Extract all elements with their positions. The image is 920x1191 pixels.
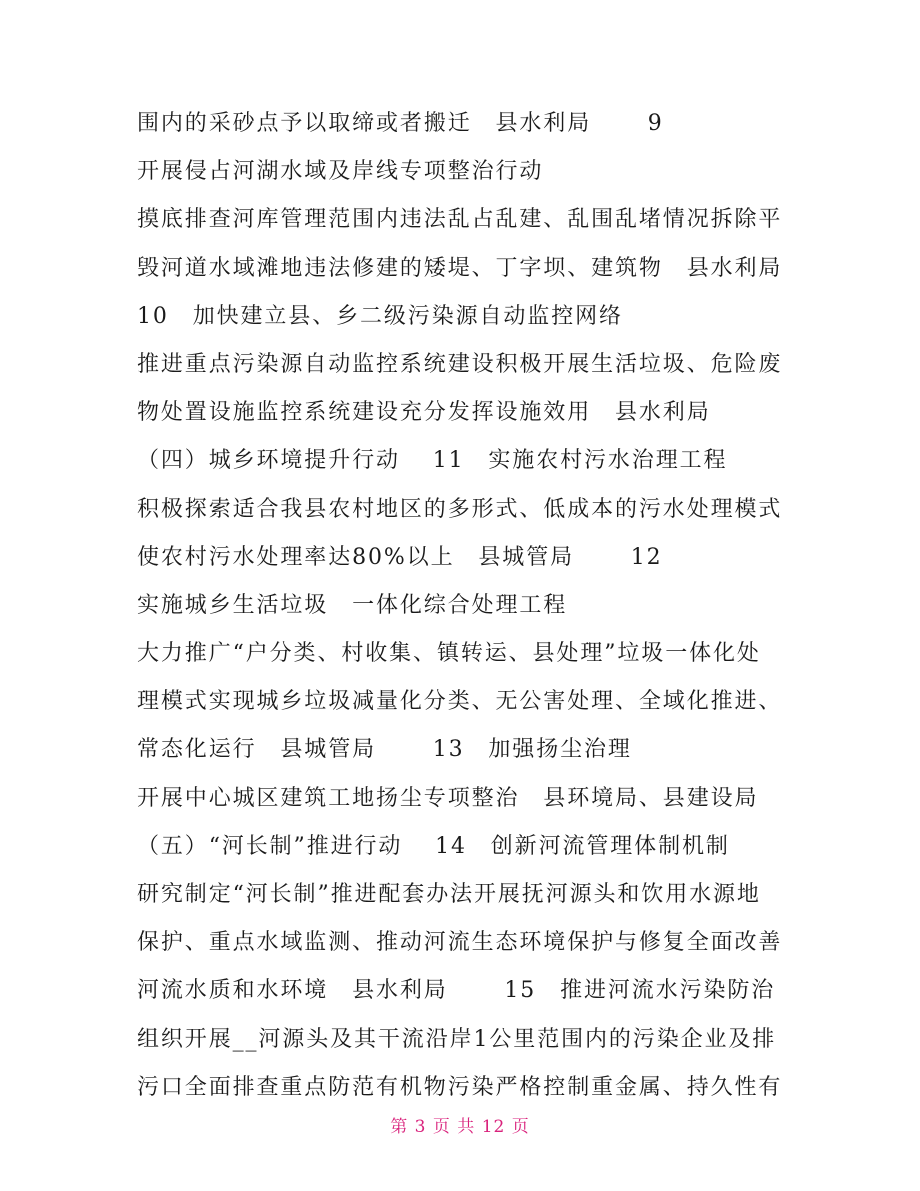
text-line-8: （四）城乡环境提升行动 11 实施农村污水治理工程 <box>137 448 728 474</box>
text-line-3: 摸底排查河库管理范围内违法乱占乱建、乱围乱堵情况拆除平 <box>137 207 783 233</box>
text-line-2: 开展侵占河湖水域及岸线专项整治行动 <box>137 159 544 185</box>
text-line-4: 毁河道水域滩地违法修建的矮堤、丁字坝、建筑物 县水利局 <box>137 255 783 281</box>
document-body <box>137 103 797 1115</box>
text-line-10: 使农村污水处理率达80%以上 县城管局 12 <box>137 544 663 570</box>
page-number-footer: 第 3 页 共 12 页 <box>390 1117 530 1137</box>
text-line-12: 大力推广“户分类、村收集、镇转运、县处理”垃圾一体化处 <box>137 641 761 667</box>
text-line-14: 常态化运行 县城管局 13 加强扬尘治理 <box>137 737 632 763</box>
text-line-13: 理模式实现城乡垃圾减量化分类、无公害处理、全域化推进、 <box>137 689 783 715</box>
text-line-11: 实施城乡生活垃圾 一体化综合处理工程 <box>137 592 568 618</box>
text-line-19: 河流水质和水环境 县水利局 15 推进河流水污染防治 <box>137 978 776 1004</box>
text-line-21: 污口全面排查重点防范有机物污染严格控制重金属、持久性有 <box>137 1074 783 1100</box>
text-line-5: 10 加快建立县、乡二级污染源自动监控网络 <box>137 303 623 329</box>
text-line-20: 组织开展__河源头及其干流沿岸1公里范围内的污染企业及排 <box>137 1026 777 1052</box>
text-line-6: 推进重点污染源自动监控系统建设积极开展生活垃圾、危险废 <box>137 351 783 377</box>
text-line-1: 围内的采砂点予以取缔或者搬迁 县水利局 9 <box>137 111 664 136</box>
text-line-7: 物处置设施监控系统建设充分发挥设施效用 县水利局 <box>137 400 711 426</box>
text-line-17: 研究制定“河长制”推进配套办法开展抚河源头和饮用水源地 <box>137 882 761 907</box>
text-line-9: 积极探索适合我县农村地区的多形式、低成本的污水处理模式 <box>137 496 783 522</box>
text-line-18: 保护、重点水域监测、推动河流生态环境保护与修复全面改善 <box>137 930 783 956</box>
text-line-15: 开展中心城区建筑工地扬尘专项整治 县环境局、县建设局 <box>137 785 759 811</box>
text-line-16: （五）“河长制”推进行动 14 创新河流管理体制机制 <box>137 833 730 859</box>
